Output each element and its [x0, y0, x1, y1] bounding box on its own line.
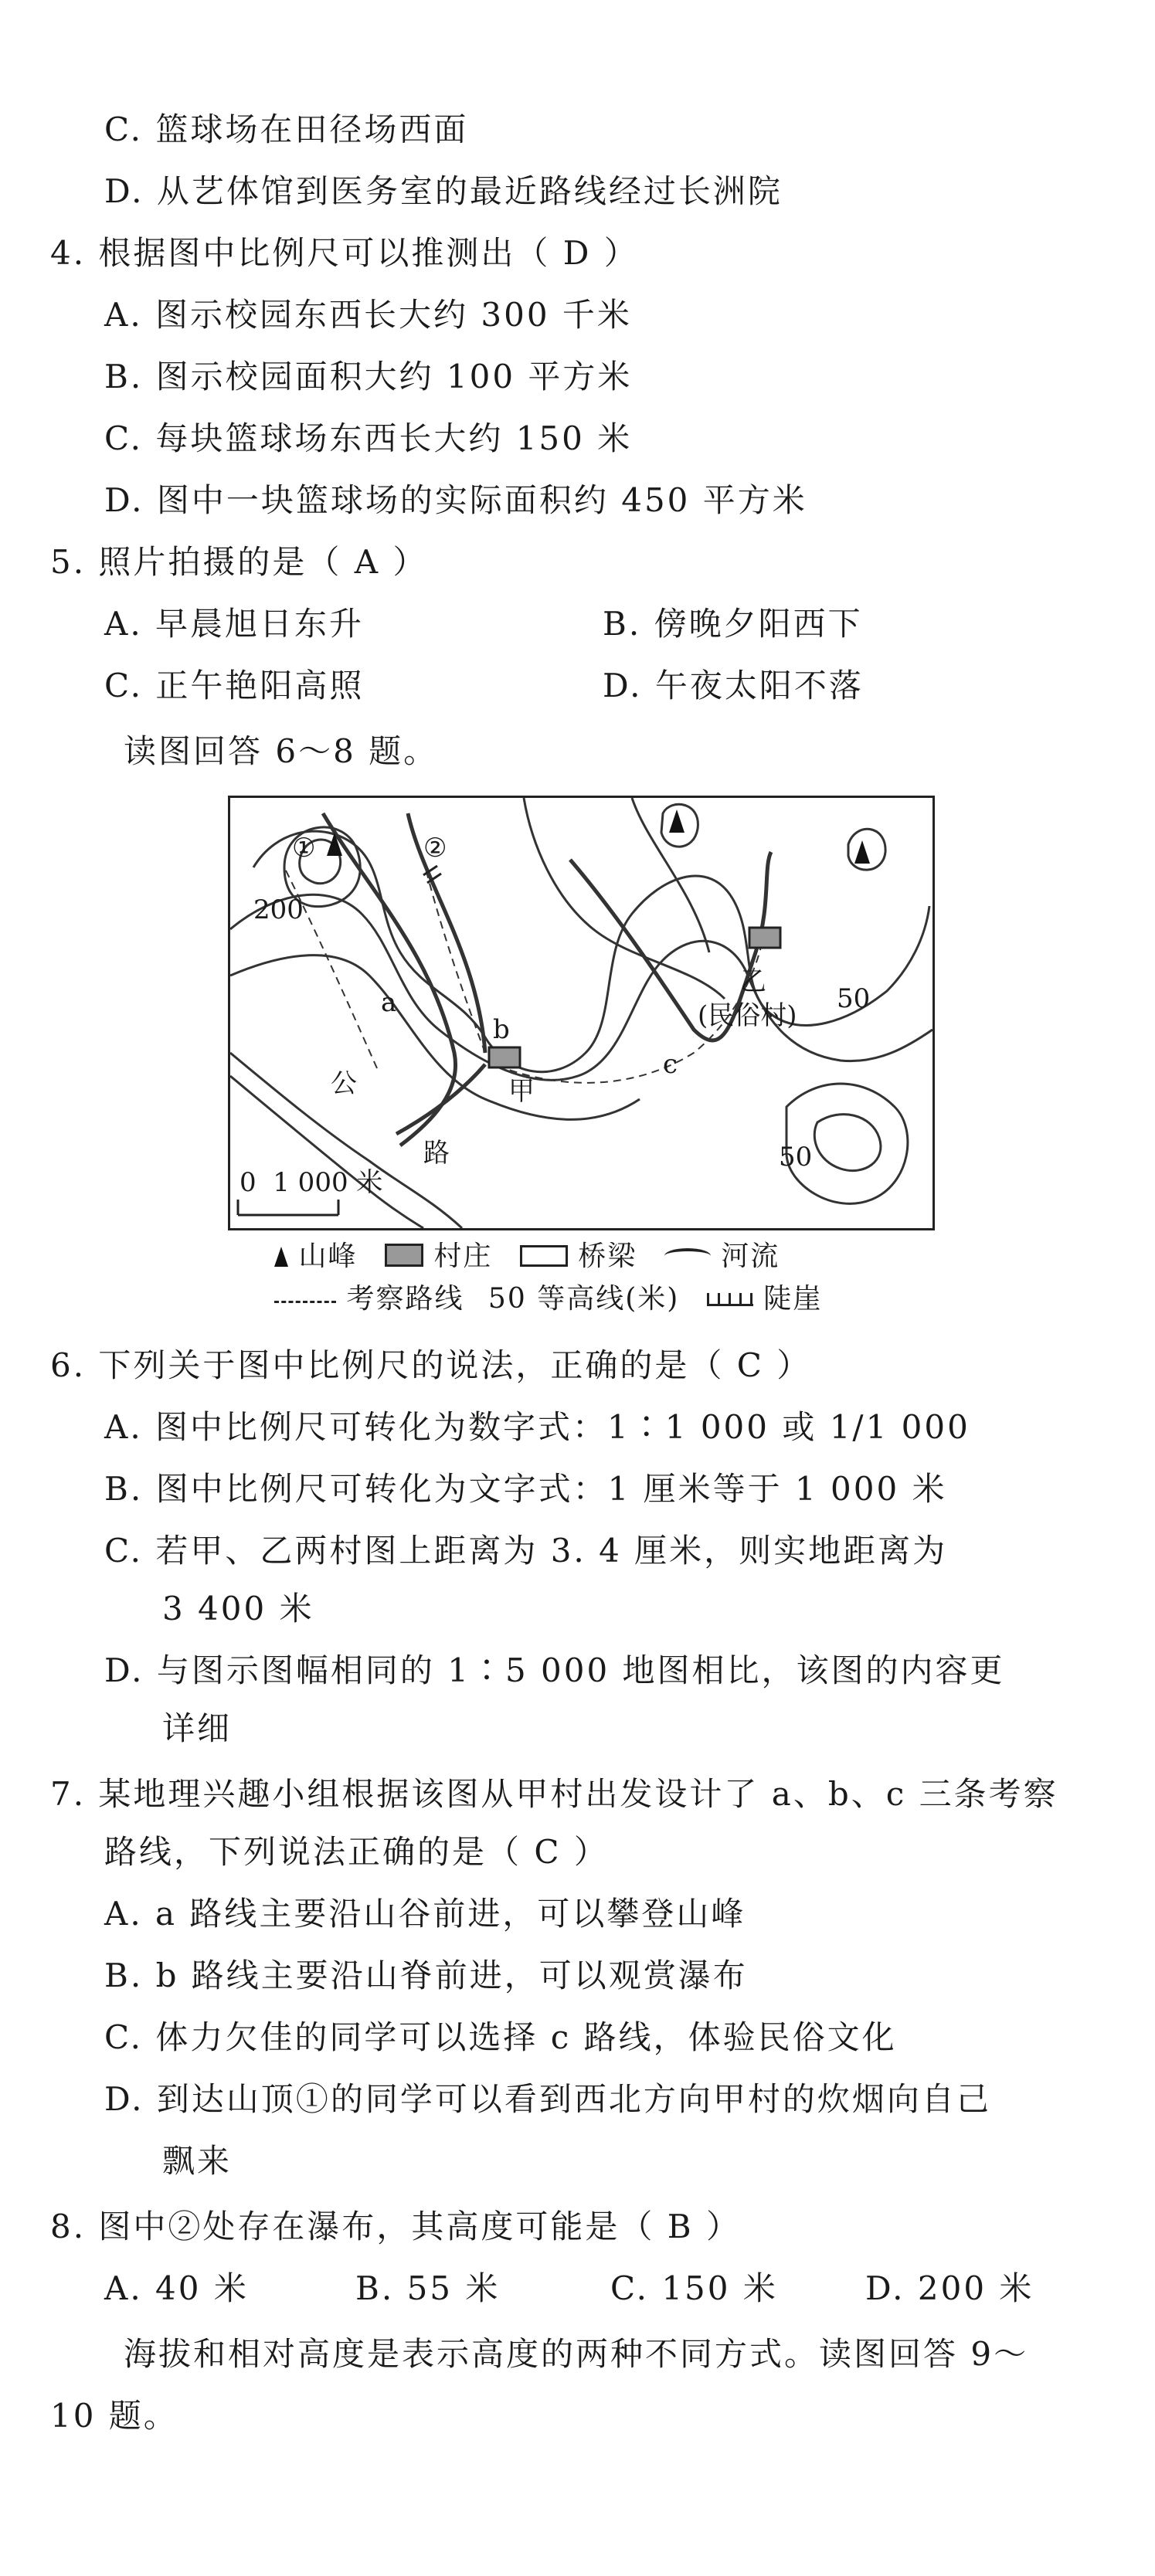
map-drawing	[230, 798, 932, 1228]
village-icon	[385, 1244, 423, 1267]
legend-row-2	[274, 1282, 822, 1316]
q8-option-c: C. 150 米	[610, 2269, 778, 2307]
q8-option-a: A. 40 米	[104, 2269, 249, 2307]
question-7-stem-cont: 路线，下列说法正确的是（ C ）	[104, 1833, 609, 1871]
legend-river: 河流	[721, 1240, 780, 1272]
q7-option-b: B. b 路线主要沿山脊前进，可以观赏瀑布	[104, 1957, 748, 1994]
bridge-icon	[520, 1245, 568, 1267]
route-a-label: a	[381, 987, 397, 1018]
peak-icon	[854, 840, 870, 864]
q7-option-d: D. 到达山顶①的同学可以看到西北方向甲村的炊烟向自己	[104, 2080, 991, 2118]
intro-9-10-cont: 10 题。	[50, 2397, 178, 2435]
topographic-map	[228, 796, 935, 1230]
question-5-stem: 5. 照片拍摄的是（ A ）	[50, 543, 428, 581]
q7-option-c: C. 体力欠佳的同学可以选择 c 路线，体验民俗文化	[104, 2018, 897, 2056]
village-jia	[489, 1047, 520, 1067]
q6-option-c: C. 若甲、乙两村图上距离为 3. 4 厘米，则实地距离为	[104, 1532, 948, 1570]
q4-option-a: A. 图示校园东西长大约 300 千米	[104, 296, 632, 334]
q8-option-b: B. 55 米	[355, 2269, 501, 2307]
contour-50-label: 50	[837, 983, 871, 1014]
road-label-lu: 路	[423, 1138, 450, 1169]
q4-option-b: B. 图示校园面积大约 100 平方米	[104, 358, 633, 395]
q7-option-a: A. a 路线主要沿山谷前进，可以攀登山峰	[104, 1895, 746, 1933]
question-8-stem: 8. 图中②处存在瀑布，其高度可能是（ B ）	[50, 2208, 741, 2245]
q5-option-c: C. 正午艳阳高照	[104, 667, 365, 704]
q5-option-b: B. 傍晚夕阳西下	[603, 605, 863, 643]
q6-option-d: D. 与图示图幅相同的 1∶5 000 地图相比，该图的内容更	[104, 1651, 1005, 1689]
q4-option-c: C. 每块篮球场东西长大约 150 米	[104, 419, 633, 457]
river-icon	[664, 1248, 711, 1264]
legend-village: 村庄	[433, 1240, 493, 1272]
q8-option-d: D. 200 米	[865, 2269, 1034, 2307]
question-4-stem: 4. 根据图中比例尺可以推测出（ D ）	[50, 234, 639, 272]
q5-option-d: D. 午夜太阳不落	[603, 667, 864, 704]
legend-cliff: 陡崖	[763, 1283, 823, 1315]
road-label-gong: 公	[331, 1068, 357, 1099]
scale-label: 0 1 000 米	[239, 1167, 383, 1198]
q4-option-d: D. 图中一块篮球场的实际面积约 450 平方米	[104, 481, 807, 519]
q6-option-b: B. 图中比例尺可转化为文字式：1 厘米等于 1 000 米	[104, 1470, 947, 1508]
legend-contour: 等高线(米)	[537, 1283, 680, 1315]
intro-6-8: 读图回答 6～8 题。	[124, 732, 439, 770]
contour-50-label-2: 50	[779, 1142, 813, 1173]
intro-9-10: 海拔和相对高度是表示高度的两种不同方式。读图回答 9～	[124, 2335, 1029, 2373]
legend-row-1	[274, 1240, 780, 1274]
q6-option-d-cont: 详细	[162, 1709, 233, 1747]
peak-icon	[274, 1247, 288, 1267]
contour-200-label: 200	[253, 894, 304, 925]
peak-1-label: ①	[292, 833, 316, 864]
q7-option-d-cont: 飘来	[162, 2142, 233, 2180]
peak-icon	[669, 809, 685, 833]
legend-bridge: 桥梁	[578, 1240, 637, 1272]
cliff-icon	[707, 1293, 753, 1306]
route-icon	[274, 1301, 336, 1303]
legend-route: 考察路线	[346, 1283, 464, 1315]
peak-2-label: ②	[423, 833, 447, 864]
option-d: D. 从艺体馆到医务室的最近路线经过长洲院	[104, 172, 783, 210]
q6-option-c-cont: 3 400 米	[162, 1590, 314, 1627]
legend-peak: 山峰	[298, 1240, 358, 1272]
route-b-label: b	[493, 1014, 510, 1045]
option-c: C. 篮球场在田径场西面	[104, 110, 469, 148]
village-yi	[749, 928, 780, 948]
question-6-stem: 6. 下列关于图中比例尺的说法，正确的是（ C ）	[50, 1346, 812, 1384]
contour-icon-value: 50	[487, 1283, 527, 1315]
q6-option-a: A. 图中比例尺可转化为数字式：1∶1 000 或 1/1 000	[104, 1408, 970, 1446]
village-yi-label: 乙	[740, 966, 766, 997]
village-jia-label: 甲	[508, 1076, 535, 1107]
route-c-label: c	[663, 1049, 678, 1080]
folk-village-label: (民俗村)	[698, 1000, 797, 1031]
q5-option-a: A. 早晨旭日东升	[104, 605, 365, 643]
question-7-stem: 7. 某地理兴趣小组根据该图从甲村出发设计了 a、b、c 三条考察	[50, 1775, 1058, 1813]
